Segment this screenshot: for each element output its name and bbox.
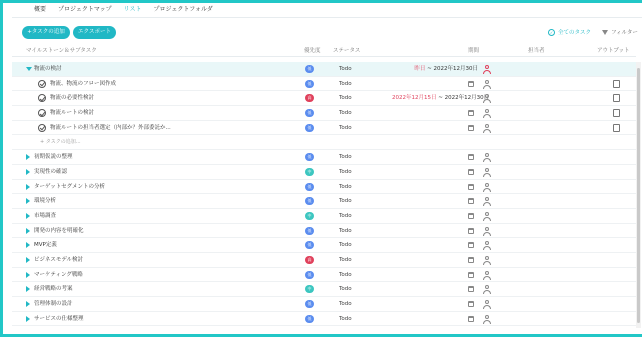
period-separator: ~ [438, 95, 443, 102]
milestone-title[interactable]: サービスの仕様整理 [34, 315, 84, 322]
assignee-icon[interactable] [483, 241, 491, 250]
milestone-title[interactable]: 経営戦略の考案 [34, 286, 73, 293]
milestone-row[interactable] [12, 297, 636, 312]
expand-icon[interactable] [26, 242, 30, 248]
add-task-button[interactable]: +タスクの追加 [22, 26, 70, 39]
status-label[interactable]: Todo [339, 212, 352, 219]
expand-icon[interactable] [26, 213, 30, 219]
milestone-title[interactable]: 市場調査 [34, 212, 57, 219]
priority-badge[interactable]: 低 [305, 315, 314, 323]
complete-check-icon[interactable] [38, 80, 46, 88]
tab-project-map[interactable]: プロジェクトマップ [58, 6, 112, 13]
subtask-title[interactable]: 物流ルートの検討 [50, 110, 95, 117]
status-label[interactable]: Todo [339, 227, 352, 234]
assignee-icon[interactable] [483, 183, 491, 192]
subtask-title[interactable]: 物流、物流のフロー図作成 [50, 80, 117, 87]
filter-label: フィルター [611, 30, 638, 36]
assignee-icon[interactable] [483, 285, 491, 294]
assignee-icon[interactable] [483, 153, 491, 162]
status-label[interactable]: Todo [339, 124, 352, 131]
header-divider [12, 56, 636, 57]
calendar-icon[interactable] [468, 198, 474, 204]
status-label[interactable]: Todo [339, 154, 352, 161]
check-circle-icon: ✓ [549, 29, 554, 35]
tab-project-folder[interactable]: プロジェクトフォルダ [153, 6, 213, 13]
priority-badge[interactable]: 低 [305, 300, 314, 308]
calendar-icon[interactable] [468, 242, 474, 248]
assignee-icon[interactable] [483, 65, 491, 74]
expand-icon[interactable] [26, 169, 30, 175]
milestone-title[interactable]: 環境分析 [34, 198, 57, 205]
complete-check-icon[interactable] [38, 109, 46, 117]
period-start: 昨日 [414, 66, 426, 72]
milestone-row[interactable] [12, 165, 636, 180]
priority-badge[interactable]: 高 [305, 94, 314, 102]
calendar-icon[interactable] [468, 184, 474, 190]
assignee-icon[interactable] [483, 271, 491, 280]
column-header-priority[interactable]: 優先度 [304, 48, 321, 54]
filter-button[interactable] [602, 28, 638, 36]
expand-icon[interactable] [26, 154, 30, 160]
milestone-row[interactable] [12, 62, 636, 77]
output-icon[interactable] [613, 94, 620, 102]
status-label[interactable]: Todo [339, 242, 352, 249]
calendar-icon[interactable] [468, 213, 474, 219]
milestone-row[interactable] [12, 282, 636, 297]
milestone-row[interactable] [12, 180, 636, 195]
priority-badge[interactable]: 中 [305, 212, 314, 220]
status-label[interactable]: Todo [339, 315, 352, 322]
expand-icon[interactable] [26, 228, 30, 234]
assignee-icon[interactable] [483, 94, 491, 103]
subtask-row[interactable] [12, 77, 636, 92]
output-icon[interactable] [613, 109, 620, 117]
status-label[interactable]: Todo [339, 95, 352, 102]
priority-badge[interactable]: 高 [305, 256, 314, 264]
assignee-icon[interactable] [483, 109, 491, 118]
milestone-title[interactable]: マーケティング戦略 [34, 271, 83, 278]
priority-badge[interactable]: 低 [305, 109, 314, 117]
assignee-icon[interactable] [483, 256, 491, 265]
assignee-icon[interactable] [483, 197, 491, 206]
assignee-icon[interactable] [483, 315, 491, 324]
calendar-icon[interactable] [468, 169, 474, 175]
milestone-row[interactable] [12, 194, 636, 209]
milestone-title[interactable]: 開発の内容を明確化 [34, 227, 84, 234]
assignee-icon[interactable] [483, 227, 491, 236]
column-header-status[interactable]: ステータス [333, 48, 361, 54]
milestone-title[interactable]: 管理体制の設計 [34, 301, 73, 307]
priority-badge[interactable]: 低 [305, 227, 314, 235]
priority-badge[interactable]: 中 [305, 168, 314, 176]
column-header-task: マイルストーン＆サブタスク [26, 48, 97, 54]
expand-icon[interactable] [26, 286, 30, 292]
calendar-icon[interactable] [468, 228, 474, 234]
calendar-icon[interactable] [468, 110, 474, 116]
all-tasks-label: 全てのタスク [558, 30, 592, 36]
status-label[interactable]: Todo [339, 80, 352, 87]
milestone-title[interactable]: 物流の検討 [34, 66, 62, 72]
period-separator: ~ [427, 66, 432, 72]
assignee-icon[interactable] [483, 300, 491, 309]
expand-icon[interactable] [26, 198, 30, 204]
priority-badge[interactable]: 低 [305, 124, 314, 132]
calendar-icon[interactable] [468, 301, 474, 307]
period-range[interactable] [392, 91, 490, 105]
priority-badge[interactable]: 低 [305, 197, 314, 205]
priority-badge[interactable]: 低 [305, 241, 314, 249]
status-label[interactable]: Todo [339, 110, 352, 117]
task-list [12, 62, 636, 326]
tab-list[interactable]: リスト [124, 6, 142, 18]
assignee-icon[interactable] [483, 212, 491, 221]
milestone-title[interactable]: ターゲットセグメントの分析 [34, 183, 106, 190]
milestone-row[interactable] [12, 312, 636, 327]
expand-icon[interactable] [26, 301, 30, 307]
status-label[interactable]: Todo [339, 66, 352, 72]
status-label[interactable]: Todo [339, 198, 352, 205]
output-icon[interactable] [613, 80, 620, 88]
milestone-title[interactable]: 初期仮説の整理 [34, 154, 73, 161]
expand-icon[interactable] [26, 316, 30, 322]
export-button[interactable]: エクスポート [73, 26, 116, 39]
milestone-title[interactable]: MVP定義 [34, 242, 57, 249]
column-header-assignee[interactable]: 担当者 [528, 48, 545, 54]
output-icon[interactable] [613, 124, 620, 132]
status-label[interactable]: Todo [339, 256, 352, 263]
column-header-period[interactable]: 期間 [468, 48, 480, 54]
subtask-row[interactable] [12, 91, 636, 106]
priority-badge[interactable]: 低 [305, 80, 314, 88]
status-label[interactable]: Todo [339, 183, 352, 190]
milestone-row[interactable] [12, 268, 636, 283]
expand-icon[interactable] [26, 257, 30, 263]
assignee-icon[interactable] [483, 124, 491, 133]
milestone-row[interactable] [12, 150, 636, 165]
all-tasks-toggle[interactable] [548, 28, 591, 36]
calendar-icon[interactable] [468, 257, 474, 263]
tab-divider [12, 17, 642, 18]
expand-icon[interactable] [26, 272, 30, 278]
assignee-icon[interactable] [483, 80, 491, 89]
scrollbar-thumb[interactable] [637, 68, 640, 323]
period-end: 2022年12月30日 [444, 95, 490, 102]
milestone-row[interactable] [12, 224, 636, 239]
priority-badge[interactable]: 低 [305, 271, 314, 279]
calendar-icon[interactable] [468, 286, 474, 292]
calendar-icon[interactable] [468, 316, 474, 322]
status-label[interactable]: Todo [339, 271, 352, 278]
priority-badge[interactable]: 低 [305, 65, 314, 73]
period-start: 2022年12月15日 [392, 95, 437, 102]
complete-check-icon[interactable] [38, 124, 46, 132]
priority-badge[interactable]: 中 [305, 285, 314, 293]
milestone-title[interactable]: 実現性の確認 [34, 168, 68, 175]
assignee-icon[interactable] [483, 168, 491, 177]
calendar-icon[interactable] [468, 154, 474, 160]
priority-badge[interactable]: 低 [305, 153, 314, 161]
calendar-icon[interactable] [468, 125, 474, 131]
milestone-row[interactable] [12, 253, 636, 268]
period-end: 2022年12月30日 [433, 66, 478, 72]
priority-badge[interactable]: 低 [305, 183, 314, 191]
subtask-row[interactable] [12, 121, 636, 136]
filter-icon [602, 30, 608, 35]
add-subtask-link[interactable]: + タスクの追加... [40, 139, 81, 146]
collapse-icon[interactable] [26, 67, 32, 71]
column-header-output[interactable]: アウトプット [597, 48, 630, 54]
expand-icon[interactable] [26, 184, 30, 190]
add-subtask-row[interactable] [12, 135, 636, 150]
subtask-title[interactable]: 物流ルートの担当者選定（内部か？外部委託か... [50, 124, 171, 131]
milestone-title[interactable]: ビジネスモデル検討 [34, 256, 84, 263]
calendar-icon[interactable] [468, 81, 474, 87]
status-label[interactable]: Todo [339, 168, 352, 175]
milestone-row[interactable] [12, 238, 636, 253]
complete-check-icon[interactable] [38, 94, 46, 102]
tab-overview[interactable]: 概要 [34, 6, 47, 13]
subtask-row[interactable] [12, 106, 636, 121]
calendar-icon[interactable] [468, 272, 474, 278]
status-label[interactable]: Todo [339, 286, 352, 293]
milestone-row[interactable] [12, 209, 636, 224]
subtask-title[interactable]: 物流の必要性検討 [50, 95, 95, 102]
status-label[interactable]: Todo [339, 301, 352, 307]
period-range[interactable] [392, 62, 478, 76]
